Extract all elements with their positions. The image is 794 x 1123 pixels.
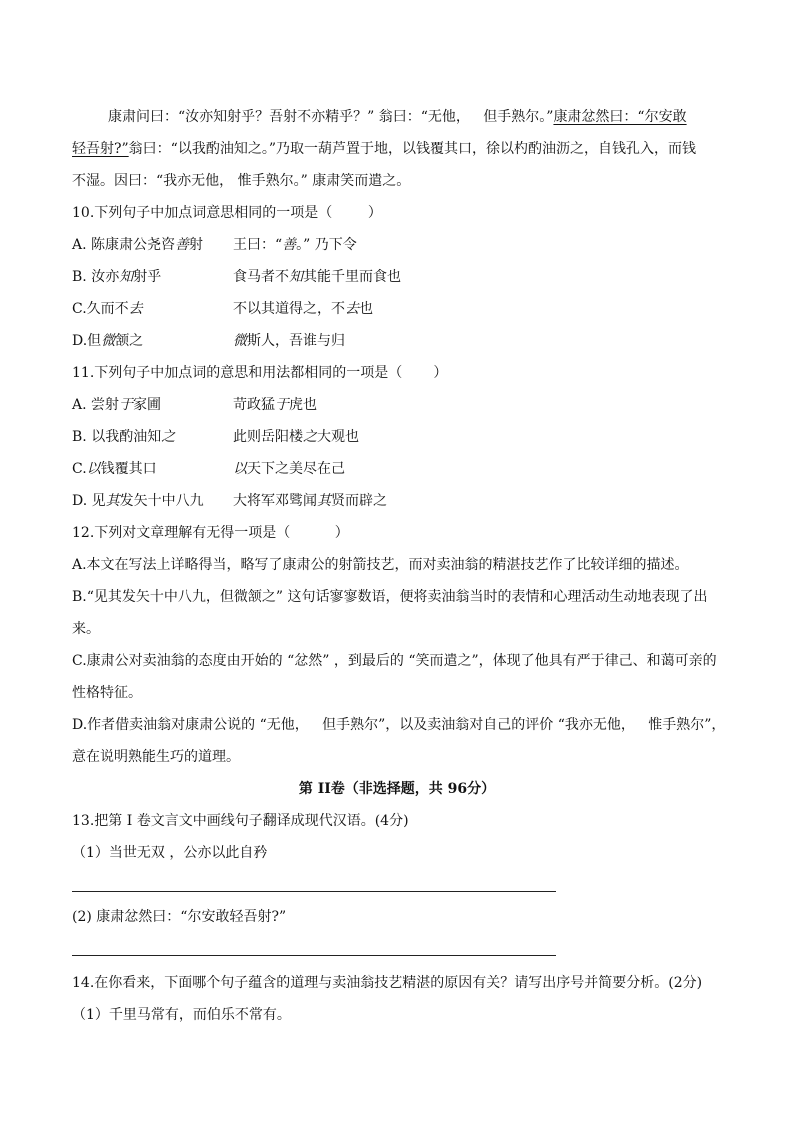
option-text: D. 见 — [72, 493, 106, 509]
question-text: 12.下列对文章理解有无得一项是（ ） — [72, 525, 349, 541]
question-10-option-a — [72, 236, 357, 254]
dotted-word: 于 — [119, 397, 134, 413]
option-text: 钱覆其口 — [100, 461, 157, 477]
question-11-option-c — [72, 460, 345, 478]
option-text: 斯人，吾谁与归 — [247, 333, 345, 349]
dotted-word: 知 — [289, 269, 303, 285]
option-text: 意在说明熟能生巧的道理。 — [72, 749, 240, 765]
dotted-word: 去 — [128, 301, 143, 317]
option-right — [233, 300, 373, 318]
question-11-option-b — [72, 428, 359, 446]
option-right — [233, 332, 345, 350]
option-text: 性格特征。 — [72, 685, 142, 701]
question-text: 10.下列句子中加点词意思相同的一项是（ ） — [72, 205, 382, 221]
option-text: C.久而不 — [72, 301, 129, 317]
option-text: B. 以我酌油知 — [72, 429, 162, 445]
question-10-stem — [72, 204, 382, 222]
option-text: C. — [72, 461, 87, 477]
dotted-word: 去 — [345, 301, 359, 317]
option-text: A.本文在写法上详略得当，略写了康肃公的射箭技艺，而对卖油翁的精湛技艺作了比较详细的描述。 — [72, 557, 689, 573]
option-text: 贤而辟之 — [331, 493, 387, 509]
option-text: A. 尝射 — [72, 397, 120, 413]
question-12-option-a — [72, 556, 689, 574]
option-text: 家圃 — [133, 397, 162, 413]
passage-text: 翁曰：“以我酌油知之。”乃取一葫芦置于地，以钱覆其口，徐以杓酌油沥之，自钱孔入，而钱 — [128, 141, 696, 157]
option-text: 其能千里而食也 — [303, 269, 401, 285]
dotted-word: 之 — [161, 429, 176, 445]
option-text: B.“见其发矢十中八九，但微颔之” 这句话寥寥数语，便将卖油翁当时的表情和心理活动生动地表现了出 — [72, 589, 708, 605]
option-text: D.作者借卖油翁对康肃公说的 “无他， 但手熟尔”，以及卖油翁对自己的评价 “我亦无他， 惟手熟尔”， — [72, 717, 726, 733]
question-12-option-b — [72, 588, 708, 606]
dotted-word: 以 — [233, 461, 247, 477]
option-text: A. 陈康肃公尧咨 — [72, 237, 176, 253]
option-text: 虎也 — [289, 397, 317, 413]
sentence-text: （1）当世无双 ，公亦以此自矜 — [72, 845, 268, 861]
dotted-word: 其 — [317, 493, 331, 509]
dotted-word: 善 — [175, 237, 190, 253]
dotted-word: 以 — [86, 461, 101, 477]
option-text: 发矢十中八九 — [119, 493, 204, 509]
option-text: 也 — [359, 301, 373, 317]
question-12-option-c — [72, 652, 717, 670]
option-text: 。” 乃下令 — [296, 237, 357, 253]
passage-line-2 — [72, 140, 696, 158]
question-13-sentence-2 — [72, 908, 286, 926]
option-text: 王曰：“ — [233, 237, 283, 253]
dotted-word: 知 — [119, 269, 134, 285]
option-text: 大观也 — [317, 429, 359, 445]
option-right — [233, 460, 345, 478]
dotted-word: 于 — [275, 397, 289, 413]
option-right — [233, 428, 359, 446]
option-text: 颔之 — [115, 333, 144, 349]
passage-line-1 — [108, 108, 687, 126]
question-14-stem — [72, 974, 702, 992]
option-text: 射乎 — [133, 269, 162, 285]
question-10-option-b — [72, 268, 401, 286]
option-text: 食马者不 — [233, 269, 289, 285]
question-12-option-b-cont — [72, 620, 100, 638]
option-text: 苛政猛 — [233, 397, 275, 413]
option-text: C.康肃公对卖油翁的态度由开始的 “忿然” ，到最后的 “笑而遣之”，体现了他具有严于律己、和蔼可亲的 — [72, 653, 717, 669]
option-right — [233, 396, 317, 414]
question-13-sentence-1 — [72, 844, 267, 862]
option-right — [233, 236, 357, 254]
dotted-word: 善 — [282, 237, 297, 253]
question-10-option-c — [72, 300, 373, 318]
question-11-option-d — [72, 492, 387, 510]
question-12-option-c-cont — [72, 684, 142, 702]
option-right — [233, 492, 387, 510]
option-text: 此则岳阳楼 — [233, 429, 303, 445]
question-text: 11.下列句子中加点词的意思和用法都相同的一项是（ ） — [72, 365, 448, 381]
question-12-stem — [72, 524, 349, 542]
question-text: 13.把第 I 卷文言文中画线句子翻译成现代汉语。(4分) — [72, 813, 409, 829]
question-text: 14.在你看来，下面哪个句子蕴含的道理与卖油翁技艺精湛的原因有关？请写出序号并简要分析。(2分) — [72, 975, 703, 991]
question-12-option-d-cont — [72, 748, 240, 766]
dotted-word: 之 — [303, 429, 317, 445]
option-text: 射 — [189, 237, 204, 253]
question-13-stem — [72, 812, 409, 830]
option-text: 不以其道得之，不 — [233, 301, 345, 317]
option-text: D.但 — [72, 333, 102, 349]
answer-line-2[interactable] — [72, 955, 556, 956]
answer-line-1[interactable] — [72, 891, 556, 892]
dotted-word: 微 — [233, 333, 247, 349]
dotted-word: 其 — [105, 493, 120, 509]
question-10-option-d — [72, 332, 345, 350]
passage-line-3 — [72, 172, 410, 190]
question-11-option-a — [72, 396, 317, 414]
sentence-text: （1）千里马常有，而伯乐不常有。 — [72, 1007, 291, 1023]
option-text: B. 汝亦 — [72, 269, 120, 285]
question-11-stem — [72, 364, 447, 382]
option-text: 来。 — [72, 621, 100, 637]
underlined-sentence: 康肃忿然曰：“尔安敢 — [553, 109, 687, 125]
passage-text: 不湿。因曰：“我亦无他， 惟手熟尔。” 康肃笑而遣之。 — [72, 173, 411, 189]
dotted-word: 微 — [101, 333, 116, 349]
question-12-option-d — [72, 716, 725, 734]
sentence-text: (2) 康肃忿然曰：“尔安敢轻吾射?” — [72, 909, 287, 925]
option-right — [233, 268, 401, 286]
underlined-sentence: 轻吾射?” — [72, 141, 129, 157]
option-text: 大将军邓骘闻 — [233, 493, 317, 509]
section-title: 第 II卷（非选择题，共 96分） — [298, 781, 496, 797]
passage-text: 康肃问曰：“汝亦知射乎？吾射不亦精乎？” 翁曰：“无他， 但手熟尔。” — [108, 109, 554, 125]
question-14-sentence-1 — [72, 1006, 291, 1024]
option-text: 天下之美尽在己 — [247, 461, 345, 477]
